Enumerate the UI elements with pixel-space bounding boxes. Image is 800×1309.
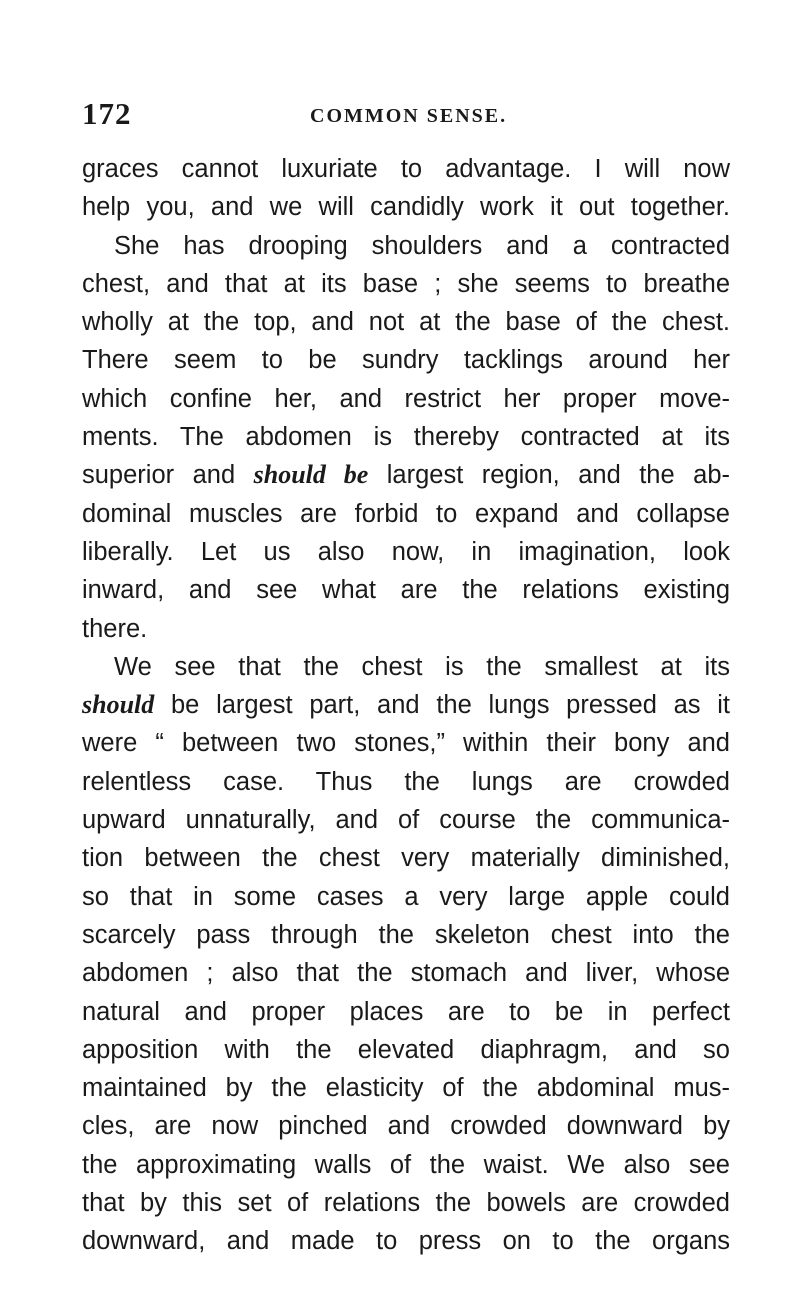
page-header [82, 96, 732, 136]
text-line: relentless case. Thus the lungs are crowded [82, 767, 730, 796]
text-line: wholly at the top, and not at the base of the chest. [82, 308, 730, 337]
text-line: were “ between two stones,” within their bony and [82, 729, 730, 758]
text-line: the approximating walls of the waist. We also see [82, 1150, 730, 1179]
text-line: graces cannot luxuriate to advantage. I will now [82, 155, 730, 183]
emphasis: should [82, 690, 155, 720]
text-line: dominal muscles are forbid to expand and collapse [82, 499, 730, 528]
text-line: chest, and that at its base ; she seems to breathe [82, 269, 730, 298]
text-line: that by this set of relations the bowels are crowded [82, 1189, 730, 1218]
text-line: inward, and see what are the relations existing [82, 576, 730, 605]
text-line: She has drooping shoulders and a contracted [114, 231, 730, 260]
body-text [82, 150, 730, 1261]
page-number: 172 [82, 96, 132, 131]
text-line: scarcely pass through the skeleton chest into the [82, 920, 730, 949]
text-line: there. [82, 614, 148, 643]
running-head: COMMON SENSE. [310, 105, 508, 127]
text-line: tion between the chest very materially diminished, [82, 844, 730, 873]
text-line: help you, and we will candidly work it out together. [82, 193, 730, 222]
text-line: so that in some cases a very large apple could [82, 882, 730, 911]
text-line: We see that the chest is the smallest at its [114, 652, 730, 681]
text-line: upward unnaturally, and of course the communica- [82, 806, 730, 835]
text-line: downward, and made to press on to the organs [82, 1227, 730, 1256]
emphasis: should be [253, 460, 369, 490]
text-line: ments. The abdomen is thereby contracted at its [82, 423, 730, 452]
text-line: cles, are now pinched and crowded downward by [82, 1112, 730, 1141]
text-line: superior and should be largest region, and the ab- [82, 460, 730, 490]
text-line: which confine her, and restrict her proper move- [82, 384, 730, 413]
text-line: liberally. Let us also now, in imagination, look [82, 537, 730, 566]
text-line: There seem to be sundry tacklings around her [82, 346, 730, 375]
text-line: abdomen ; also that the stomach and liver, whose [82, 959, 730, 988]
text-line: maintained by the elasticity of the abdominal mus- [82, 1074, 730, 1103]
text-line: should be largest part, and the lungs pressed as it [82, 690, 730, 720]
text-line: apposition with the elevated diaphragm, and so [82, 1035, 730, 1064]
text-line: natural and proper places are to be in perfect [82, 997, 730, 1026]
